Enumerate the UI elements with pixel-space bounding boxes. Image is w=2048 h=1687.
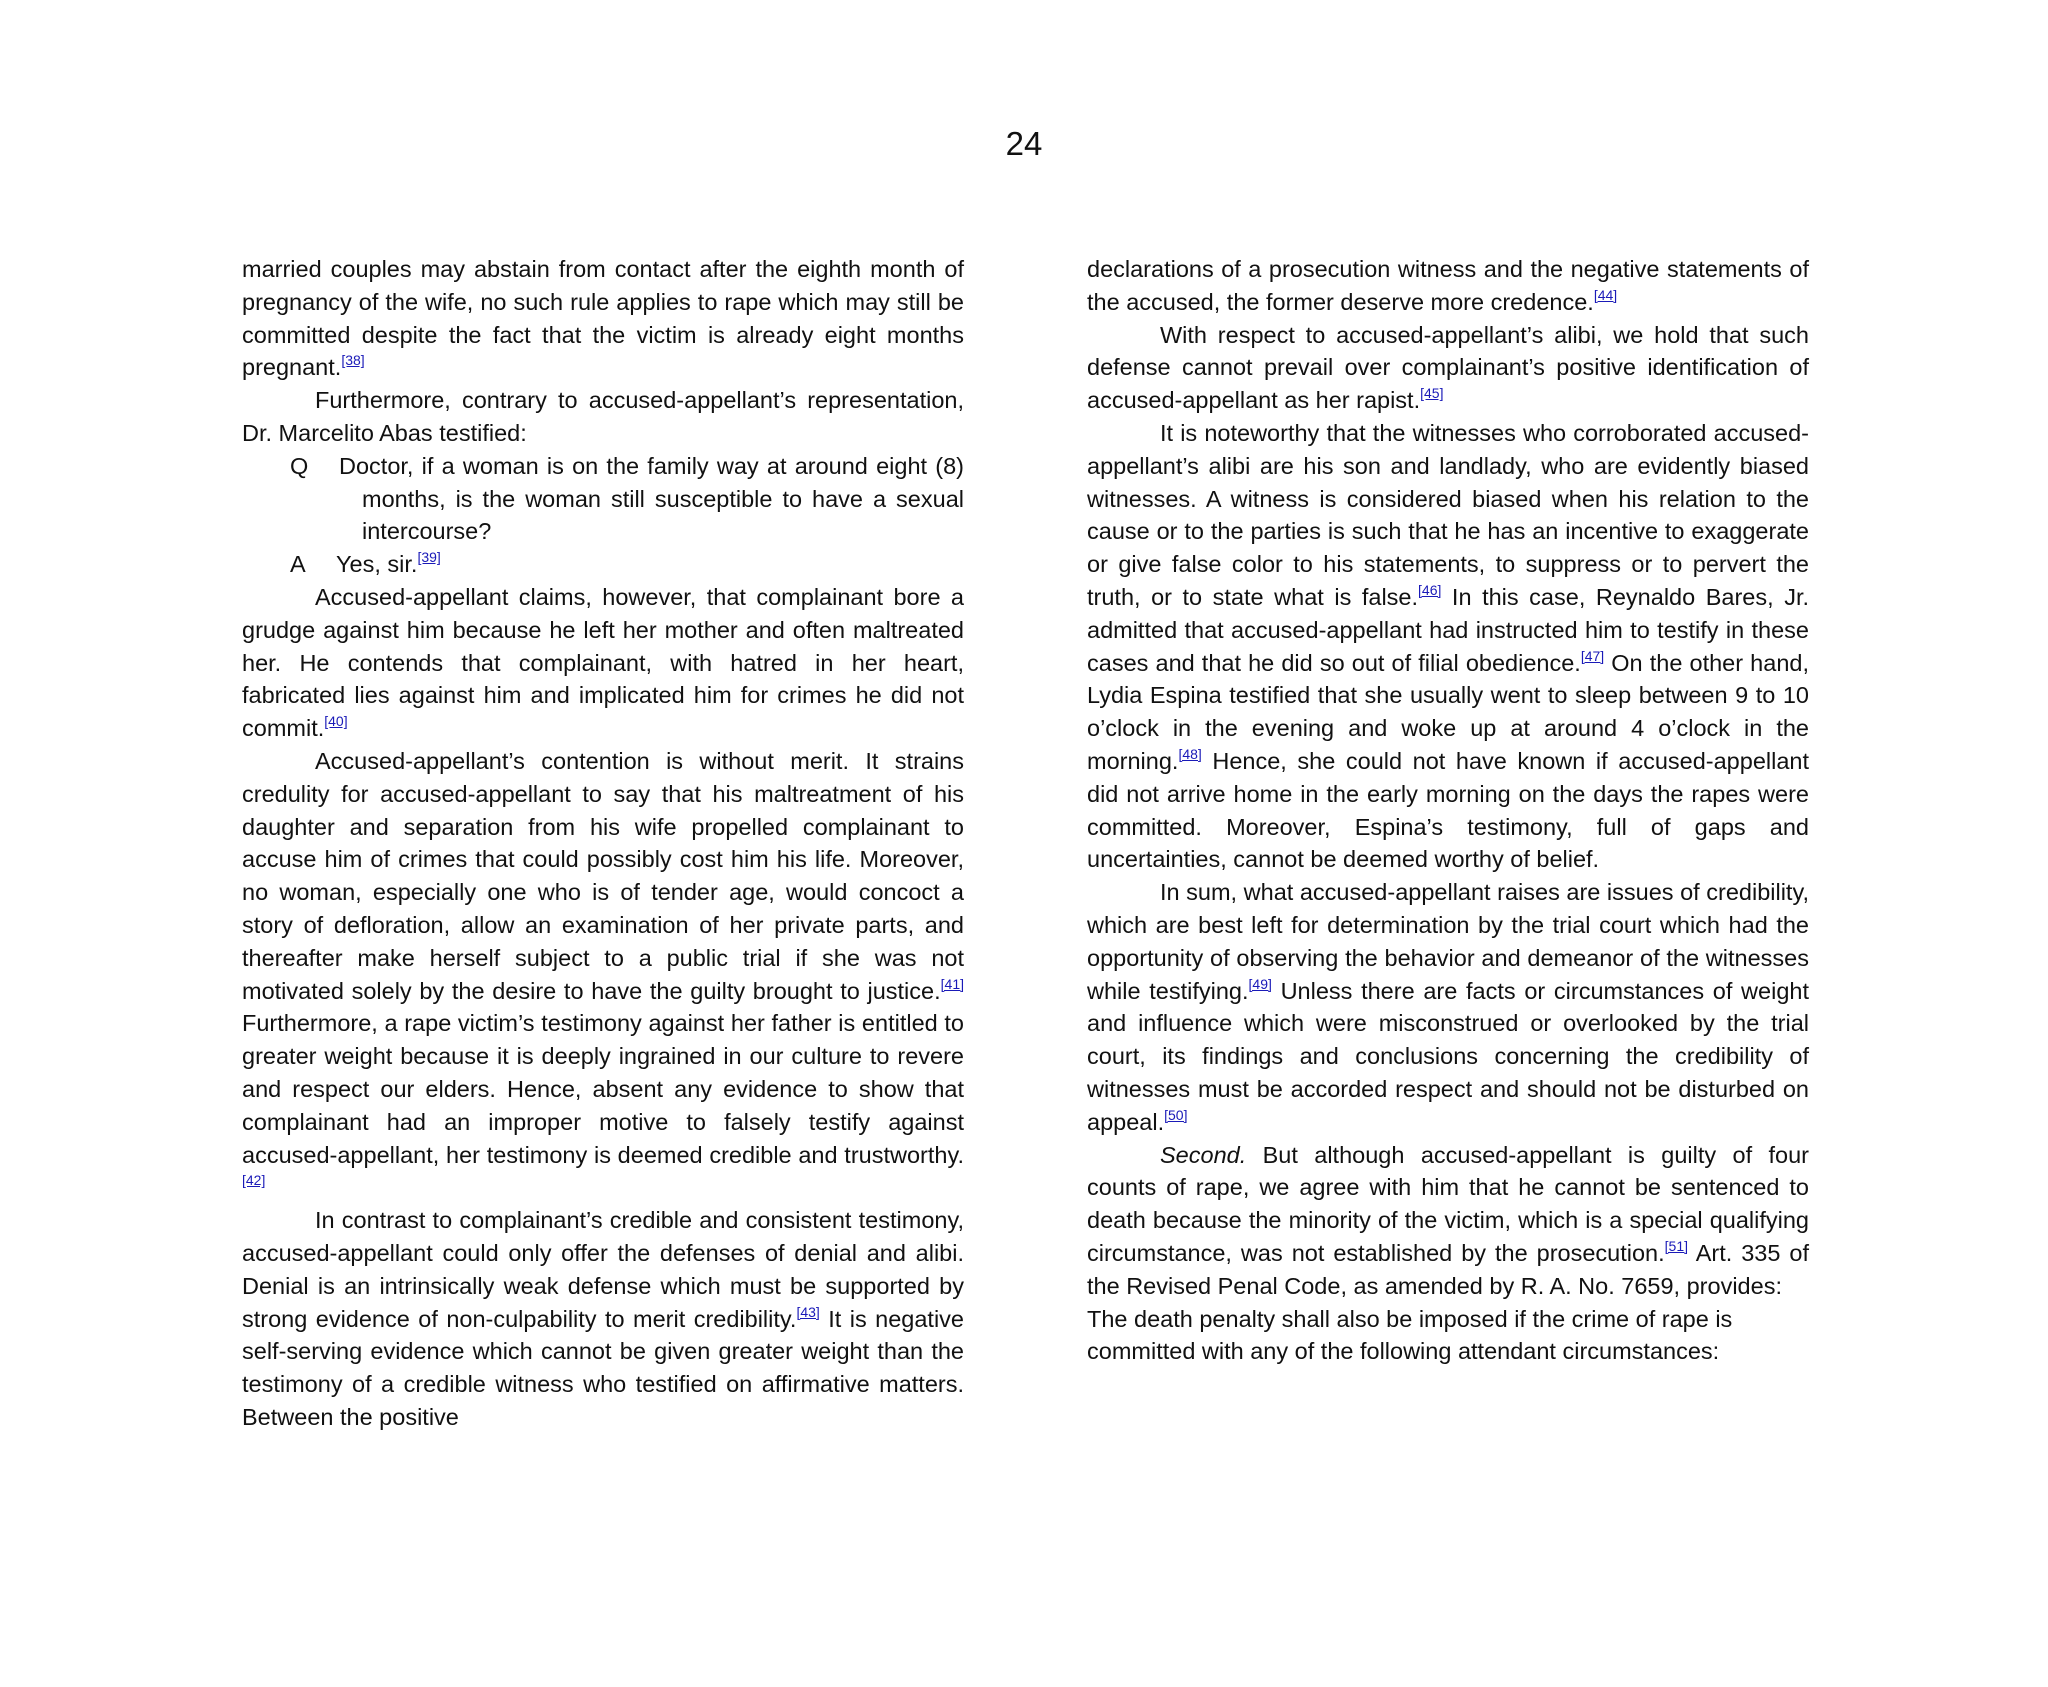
footnote-link[interactable]: [48] — [1178, 745, 1202, 762]
paragraph-text: married couples may abstain from contact after the eighth month of pregnancy of the wife, no such rule applies to rape which may still be committed despite the fact that the victim is already eight months pregnant. — [242, 256, 964, 381]
footnote-link[interactable]: [47] — [1580, 647, 1605, 664]
paragraph-text: In this case, Reynaldo Bares, Jr. admitted that accused-appellant had instructed him to testify in these cases and that he did so out of filial obedience. — [1087, 583, 1809, 676]
footnote-link[interactable]: [44] — [1593, 286, 1618, 303]
paragraph-text: declarations of a prosecution witness and the negative statements of the accused, the former deserve more credence. — [1087, 256, 1809, 315]
paragraph — [1087, 417, 1809, 876]
paragraph — [242, 581, 964, 745]
answer-text: Yes, sir. — [336, 551, 418, 578]
paragraph-text: Unless there are facts or circumstances of weight and influence which were misconstrued or overlooked by the trial court, its findings and conclusions concerning the credibility of witnesses must be accorded respect and should not be disturbed on appeal. — [1087, 977, 1809, 1135]
paragraph-text: Accused-appellant’s contention is without merit. It strains credulity for accused-appellant to say that his maltreatment of his daughter and separation from his wife propelled complainant to accuse him of crimes that could possibly cost him his life. Moreover, no woman, especially one who is of tender age, would concoct a story of defloration, allow an examination of her private parts, and thereafter make herself subject to a public trial if she was not motivated solely by the desire to have the guilty brought to justice. — [242, 747, 964, 1004]
paragraph-text: With respect to accused-appellant’s alibi, we hold that such defense cannot prevail over complainant’s positive identification of accused-appellant as her rapist. — [1087, 321, 1809, 414]
paragraph-text: In sum, what accused-appellant raises are issues of credibility, which are best left for determination by the trial court which had the opportunity of observing the behavior and demeanor of the witnesses while testifying. — [1087, 879, 1809, 1004]
paragraph-text: Art. 335 of the Revised Penal Code, as amended by R. A. No. 7659, provides: — [1087, 1239, 1809, 1299]
emphasis-text: Second. — [1160, 1141, 1247, 1168]
footnote-link[interactable]: [39] — [417, 549, 441, 566]
footnote-link[interactable]: [42] — [242, 1172, 266, 1189]
paragraph — [1087, 876, 1809, 1138]
paragraph — [1087, 1139, 1809, 1303]
paragraph-text: Furthermore, a rape victim’s testimony against her father is entitled to greater weight because it is deeply ingrained in our culture to revere and respect our elders. Hence, absent any evidence to show that complainant had an improper motive to falsely testify against accused-appellant, her testimony is deemed credible and trustworthy. — [242, 1010, 964, 1168]
paragraph-text: On the other hand, Lydia Espina testified that she usually went to sleep between 9 to 10 o’clock in the evening and woke up at around 4 o’clock in the morning. — [1087, 649, 1809, 774]
answer-line — [336, 548, 964, 581]
footnote-link[interactable]: [46] — [1418, 581, 1442, 598]
paragraph — [242, 253, 964, 384]
paragraph — [242, 745, 964, 1204]
paragraph — [1087, 253, 1809, 319]
paragraph-text: But although accused-appellant is guilty of four counts of rape, we agree with him that he cannot be sentenced to death because the minority of the victim, which is a special qualifying circumstance, was not established by the prosecution. — [1087, 1141, 1809, 1266]
footnote-link[interactable]: [51] — [1664, 1237, 1689, 1254]
paragraph-text: Hence, she could not have known if accused-appellant did not arrive home in the early morning on the days the rapes were committed. Moreover, Espina’s testimony, full of gaps and uncertainties, cannot be deemed worthy of belief. — [1087, 747, 1809, 873]
footnote-link[interactable]: [43] — [796, 1303, 820, 1320]
footnote-link[interactable]: [40] — [324, 713, 348, 730]
left-column — [242, 253, 964, 1434]
footnote-link[interactable]: [50] — [1164, 1106, 1188, 1123]
question-block — [242, 450, 964, 548]
footnote-link[interactable]: [41] — [940, 975, 964, 992]
page-number: 24 — [1005, 125, 1043, 162]
footnote-link[interactable]: [45] — [1420, 385, 1444, 402]
paragraph-text: In contrast to complainant’s credible and consistent testimony, accused-appellant could only offer the defenses of denial and alibi. Denial is an intrinsically weak defense which must be supported by strong evidence of non-culpability to merit credibility. — [242, 1207, 964, 1332]
answer-block — [242, 548, 964, 581]
paragraph — [1087, 319, 1809, 417]
paragraph-text: Accused-appellant claims, however, that complainant bore a grudge against him because he left her mother and often maltreated her. He contends that complainant, with hatred in her heart, fabricated lies against him and implicated him for crimes he did not commit. — [242, 583, 964, 742]
right-column — [1087, 253, 1809, 1368]
question-text: Doctor, if a woman is on the family way at around eight (8) months, is the woman still susceptible to have a sexual intercourse? — [339, 452, 964, 545]
paragraph-text: It is negative self-serving evidence which cannot be given greater weight than the testimony of a credible witness who testified on affirmative matters. Between the positive — [242, 1305, 965, 1430]
answer-tag: A — [290, 551, 306, 578]
question-tag: Q — [290, 452, 309, 479]
quoted-provision: The death penalty shall also be imposed if the crime of rape is committed with any of the following attendant circumstances: — [1087, 1305, 1733, 1365]
paragraph-text: It is noteworthy that the witnesses who corroborated accused-appellant’s alibi are his son and landlady, who are evidently biased witnesses. A witness is considered biased when his relation to the cause or to the parties is such that he has an incentive to exaggerate or give false color to his statements, to suppress or to pervert the truth, or to state what is false. — [1087, 419, 1809, 610]
paragraph — [242, 1204, 964, 1434]
footnote-link[interactable]: [49] — [1248, 975, 1272, 992]
footnote-link[interactable]: [38] — [341, 352, 365, 369]
paragraph: Furthermore, contrary to accused-appellant’s representation, Dr. Marcelito Abas testified: — [242, 387, 964, 446]
